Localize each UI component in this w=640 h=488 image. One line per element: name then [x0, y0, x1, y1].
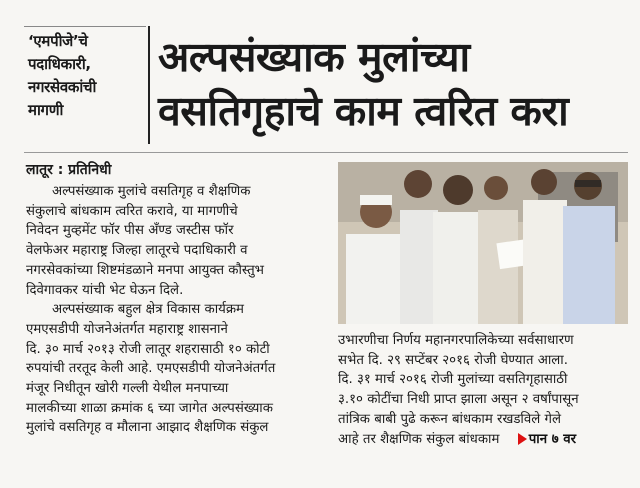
kicker-divider [148, 26, 150, 144]
body-line: तांत्रिक बाबी पुढे करून बांधकाम रखडविले गेले [338, 411, 562, 427]
body-column-left [26, 182, 328, 438]
body-line-text: आहे तर शैक्षणिक संकुल बांधकाम [338, 431, 500, 447]
body-line: संकुलाचे बांधकाम त्वरित करावे, या मागणीचे [26, 203, 238, 219]
body-line: उभारणीचा निर्णय महानगरपालिकेच्या सर्वसाधारण [338, 333, 574, 348]
body-line: मुलांचे वसतिगृह व मौलाना आझाद शैक्षणिक संकुल [26, 420, 269, 436]
paragraph [26, 300, 328, 438]
headline [158, 30, 628, 138]
kicker-line: ‘एमपीजे’चे [28, 32, 88, 50]
body-line: वेलफेअर महाराष्ट्र जिल्हा लातूरचे पदाधिकारी व [26, 243, 248, 259]
body-line: दि. ३० मार्च २०१३ रोजी लातूर शहरासाठी १० कोटी [26, 341, 270, 357]
body-line: सभेत दि. २९ सप्टेंबर २०१६ रोजी घेण्यात आला. [338, 352, 568, 368]
headline-divider [24, 152, 628, 153]
headline-line: वसतिगृहाचे काम त्वरित करा [158, 87, 569, 135]
body-line: रुपयांची तरतूद केली आहे. एमएसडीपी योजनेअंतर्गत [26, 361, 276, 377]
right-arrow-icon [518, 433, 527, 445]
body-line: एमएसडीपी योजनेअंतर्गत महाराष्ट्र शासनाने [26, 321, 228, 337]
body-line: अल्पसंख्याक बहुल क्षेत्र विकास कार्यक्रम [52, 302, 245, 318]
body-line-last [338, 430, 630, 450]
news-photo [338, 162, 628, 324]
kicker-line: पदाधिकारी, [28, 55, 91, 73]
body-line: अल्पसंख्याक मुलांचे वसतिगृह व शैक्षणिक [52, 184, 251, 199]
continued-on-page[interactable] [518, 430, 576, 450]
photo-illustration [338, 162, 628, 324]
body-line: ३.१० कोटींचा निधी प्राप्त झाला असून २ वर्षांपासून [338, 392, 579, 408]
paragraph [26, 182, 328, 300]
headline-line: अल्पसंख्याक मुलांच्या [158, 33, 470, 81]
body-line: निवेदन मुव्हमेंट फॉर पीस अँण्ड जस्टीस फॉर [26, 223, 234, 239]
kicker [28, 30, 138, 122]
body-line: मालकीच्या शाळा क्रमांक ६ च्या जागेत अल्पसंख्याक [26, 400, 273, 416]
body-line: दिवेगावकर यांची भेट घेऊन दिले. [26, 282, 184, 298]
body-column-right [338, 331, 630, 449]
jump-label: पान ७ वर [528, 431, 577, 447]
kicker-line: मागणी [28, 101, 64, 119]
dateline: लातूर : प्रतिनिधी [26, 162, 112, 178]
body-line: मंजूर निधीतून खोरी गल्ली येथील मनपाच्या [26, 381, 229, 397]
kicker-line: नगरसेवकांची [28, 78, 97, 96]
kicker-top-rule [24, 26, 146, 27]
body-line: दि. ३१ मार्च २०१६ रोजी मुलांच्या वसतिगृहासाठी [338, 372, 568, 388]
body-line: नगरसेवकांच्या शिष्टमंडळाने मनपा आयुक्त कौस्तुभ [26, 262, 265, 278]
